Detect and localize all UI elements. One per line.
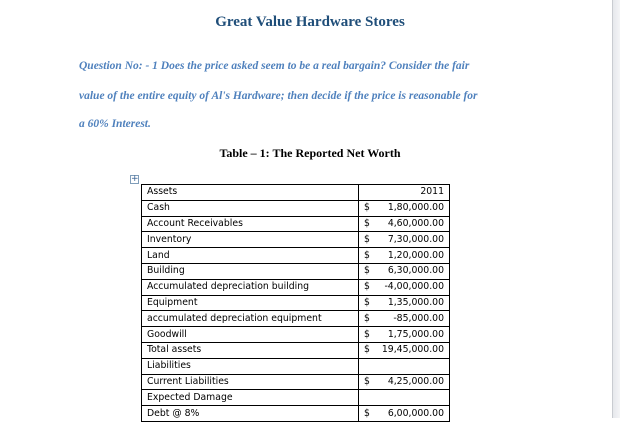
currency-symbol: $ [364,407,370,419]
currency-symbol: $ [364,217,370,229]
row-label-cell[interactable]: Account Receivables [142,216,359,232]
row-label-cell[interactable]: Current Liabilities [142,374,359,390]
table-row [142,216,450,232]
currency-symbol: $ [364,344,370,356]
table-row [142,248,450,264]
table-row [142,232,450,248]
table-move-handle-icon[interactable]: + [131,174,139,184]
table-row [142,200,450,216]
row-value-cell[interactable] [359,295,450,311]
amount-value: 7,30,000.00 [387,233,444,245]
amount-value: -85,000.00 [393,312,444,324]
amount-value: -4,00,000.00 [384,281,444,293]
amount-value: 6,00,000.00 [387,407,444,419]
table-row [142,327,450,343]
row-value-cell[interactable] [359,374,450,390]
table-header-row [142,185,450,201]
row-value-cell[interactable] [359,390,450,406]
row-value-cell[interactable] [359,248,450,264]
amount-value: 1,80,000.00 [387,202,444,214]
table-row [142,311,450,327]
amount-value: 6,30,000.00 [387,265,444,277]
row-value-cell[interactable] [359,216,450,232]
currency-symbol: $ [364,375,370,387]
table-row [142,263,450,279]
currency-symbol: $ [364,202,370,214]
document-title: Great Value Hardware Stores [215,14,405,30]
table-row [142,390,450,406]
amount-value: 1,35,000.00 [387,296,444,308]
row-label-cell[interactable]: Total assets [142,342,359,358]
currency-symbol: $ [364,249,370,261]
header-assets-cell[interactable]: Assets [142,185,359,201]
row-label-cell[interactable]: Inventory [142,232,359,248]
currency-symbol: $ [364,281,370,293]
table-row [142,295,450,311]
table-row [142,358,450,374]
amount-value: 4,25,000.00 [387,375,444,387]
table-caption: Table – 1: The Reported Net Worth [219,146,401,160]
table-row [142,374,450,390]
net-worth-table [141,184,450,422]
amount-value: 19,45,000.00 [381,344,444,356]
row-value-cell[interactable] [359,311,450,327]
row-value-cell[interactable] [359,406,450,422]
row-label-cell[interactable]: Cash [142,200,359,216]
row-label-cell[interactable]: Building [142,263,359,279]
row-value-cell[interactable] [359,327,450,343]
row-label-cell[interactable]: Debt @ 8% [142,406,359,422]
row-label-cell[interactable]: Land [142,248,359,264]
row-value-cell[interactable] [359,232,450,248]
row-label-cell[interactable]: Goodwill [142,327,359,343]
table-row [142,279,450,295]
row-value-cell[interactable] [359,358,450,374]
question-line-2: value of the entire equity of Al's Hardware; then decide if the price is reasonable for [79,90,478,102]
row-label-cell[interactable]: Liabilities [142,358,359,374]
row-label-cell[interactable]: accumulated depreciation equipment [142,311,359,327]
table-row [142,406,450,422]
currency-symbol: $ [364,328,370,340]
table-row [142,342,450,358]
amount-value: 1,20,000.00 [387,249,444,261]
page-margin-shade [613,0,620,418]
header-year-cell[interactable]: 2011 [359,185,450,201]
row-label-cell[interactable]: Expected Damage [142,390,359,406]
question-line-3: a 60% Interest. [79,118,151,130]
currency-symbol: $ [364,296,370,308]
question-line-1: Question No: - 1 Does the price asked seem to be a real bargain? Consider the fair [79,60,470,72]
row-value-cell[interactable] [359,200,450,216]
amount-value: 1,75,000.00 [387,328,444,340]
row-value-cell[interactable] [359,279,450,295]
currency-symbol: $ [364,312,370,324]
row-value-cell[interactable] [359,342,450,358]
row-label-cell[interactable]: Accumulated depreciation building [142,279,359,295]
row-value-cell[interactable] [359,263,450,279]
currency-symbol: $ [364,233,370,245]
row-label-cell[interactable]: Equipment [142,295,359,311]
currency-symbol: $ [364,265,370,277]
amount-value: 4,60,000.00 [387,217,444,229]
